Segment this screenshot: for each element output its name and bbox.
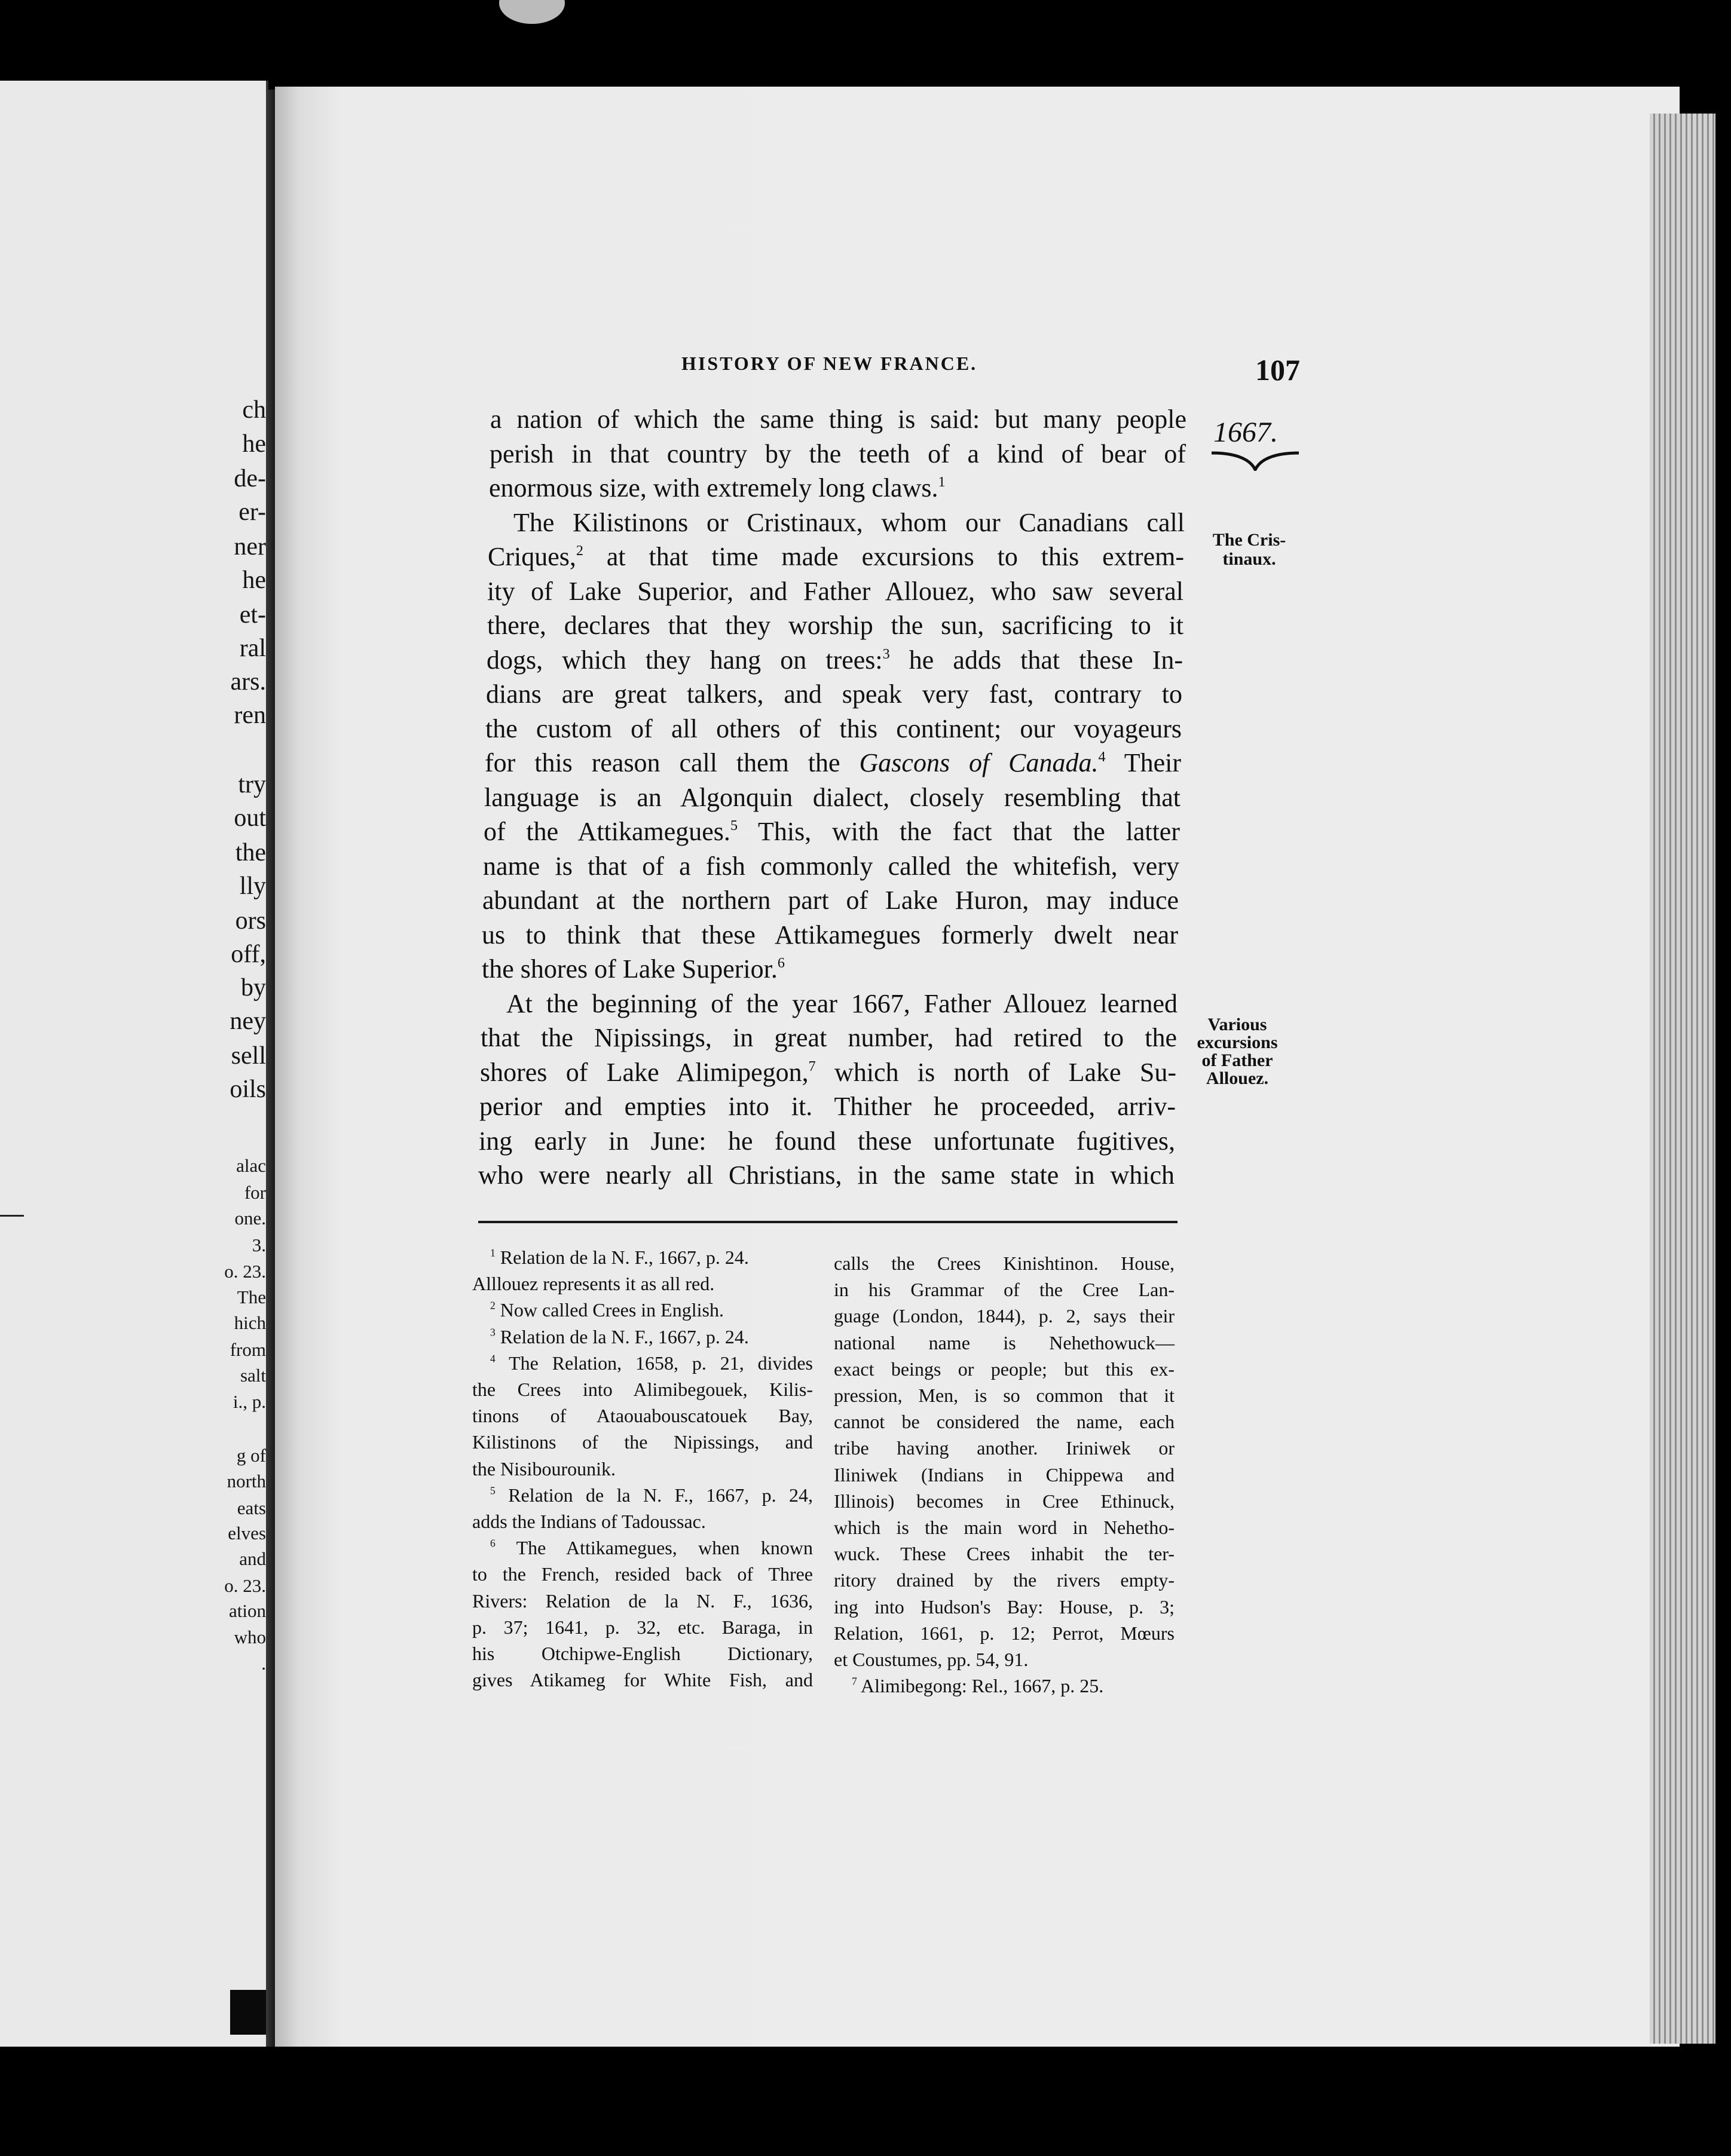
- spine-shadow: [230, 1990, 266, 2035]
- footnote-line: [834, 1333, 1175, 1352]
- text-run: At the beginning of the year 1667, Father Allouez learned: [506, 989, 1178, 1018]
- margin-note-line: The Cris-: [1212, 530, 1286, 550]
- text-run: the Crees into Alimibegouek, Kilis-: [472, 1379, 813, 1400]
- text-line: [482, 887, 1179, 914]
- text-run: ing into Hudson's Bay: House, p. 3;: [834, 1596, 1175, 1618]
- footnote-marker: 4: [490, 1352, 496, 1365]
- footnote-line: [834, 1518, 1175, 1537]
- footnote-marker: 1: [938, 474, 946, 491]
- footnote-marker: 5: [730, 817, 738, 834]
- text-run: that the Nipissings, in great number, had retired to the: [481, 1023, 1177, 1052]
- italic-run: Gascons of Canada.: [859, 748, 1099, 777]
- text-line: [485, 716, 1182, 742]
- margin-note-line: tinaux.: [1222, 549, 1276, 569]
- text-run: a nation of which the same thing is said: but many people: [490, 405, 1186, 434]
- text-run: et Coustumes, pp. 54, 91.: [834, 1649, 1029, 1670]
- text-run: The Kilistinons or Cristinaux, whom our Canadians call: [513, 508, 1185, 537]
- footnote-marker: 3: [882, 646, 890, 663]
- text-line: [482, 922, 1178, 948]
- footnote-line: [834, 1650, 1175, 1669]
- left-page-fragment: by: [241, 974, 266, 1002]
- footnote-line: [834, 1438, 1175, 1457]
- footnote-line: [834, 1386, 1175, 1405]
- text-run: calls the Crees Kinishtinon. House,: [834, 1252, 1175, 1274]
- left-page-fragment: try: [238, 771, 266, 798]
- left-page-fragment: et-: [239, 601, 266, 629]
- left-page-note-fragment: o. 23.: [224, 1261, 266, 1282]
- left-page-note-fragment: ation: [229, 1600, 266, 1621]
- text-run: he adds that these In-: [889, 645, 1183, 675]
- text-line: [478, 1162, 1175, 1189]
- text-run: tribe having another. Iriniwek or: [834, 1437, 1175, 1459]
- footnote-line: [834, 1597, 1175, 1616]
- text-line: [489, 475, 1185, 501]
- left-page-fragment: de-: [234, 465, 266, 492]
- text-run: the Nisibourounik.: [472, 1458, 616, 1480]
- left-page-note-fragment: salt: [240, 1365, 266, 1386]
- left-page-note-fragment: for: [244, 1182, 266, 1203]
- text-run: ritory drained by the rivers empty-: [834, 1569, 1175, 1591]
- text-run: ity of Lake Superior, and Father Allouez, who saw several: [487, 577, 1183, 606]
- text-line: [487, 612, 1183, 639]
- footnote-marker: 5: [490, 1484, 496, 1497]
- text-run: Relation de la N. F., 1667, p. 24.: [495, 1326, 749, 1348]
- text-line: [479, 1094, 1176, 1120]
- footnote-line: [852, 1676, 1175, 1695]
- text-run: adds the Indians of Tadoussac.: [472, 1511, 706, 1532]
- footnote-line: [490, 1538, 813, 1557]
- text-line: [506, 991, 1178, 1017]
- left-page-note-fragment: elves: [228, 1523, 266, 1544]
- footnote-marker: 7: [808, 1058, 816, 1075]
- left-page-note-fragment: i., p.: [233, 1391, 266, 1412]
- text-run: the shores of Lake Superior.: [482, 954, 778, 984]
- left-page-fragment: ney: [230, 1007, 266, 1035]
- text-line: [479, 1128, 1175, 1154]
- text-run: wuck. These Crees inhabit the ter-: [834, 1543, 1175, 1564]
- margin-note-excursions: [1189, 1016, 1285, 1088]
- footnote-marker: 7: [852, 1675, 857, 1688]
- left-page-fragment: the: [235, 839, 266, 866]
- footnote-line: [834, 1544, 1175, 1563]
- footnote-rule: [478, 1221, 1178, 1223]
- left-page-note-fragment: alac: [236, 1155, 266, 1176]
- footnote-line: [834, 1280, 1175, 1299]
- left-page-fragment: off,: [231, 941, 266, 968]
- text-run: dogs, which they hang on trees:: [487, 645, 883, 675]
- text-run: Relation de la N. F., 1667, p. 24.: [495, 1247, 749, 1268]
- footnote-line: [472, 1512, 813, 1531]
- text-line: [482, 956, 1178, 982]
- text-line: [487, 647, 1183, 673]
- text-run: Relation de la N. F., 1667, p. 24,: [495, 1484, 813, 1506]
- text-run: us to think that these Attikamegues formerly dwelt near: [482, 920, 1178, 950]
- left-page-fragment: ren: [234, 702, 266, 729]
- margin-note-line: excursions: [1197, 1033, 1278, 1052]
- left-page-fragment: sell: [231, 1042, 266, 1070]
- text-run: exact beings or people; but this ex-: [834, 1358, 1175, 1380]
- text-run: to the French, resided back of Three: [472, 1563, 813, 1585]
- footnote-line: [834, 1359, 1175, 1379]
- text-line: [486, 681, 1182, 708]
- text-run: ing early in June: he found these unfortunate fugitives,: [479, 1126, 1175, 1156]
- margin-note-cristinaux: [1204, 531, 1294, 568]
- text-run: gives Atikameg for White Fish, and: [472, 1669, 813, 1690]
- text-run: shores of Lake Alimipegon,: [480, 1058, 809, 1087]
- left-page-note-fragment: and: [239, 1548, 266, 1569]
- footnote-line: [472, 1564, 813, 1584]
- text-run: Relation, 1661, p. 12; Perrot, Mœurs: [834, 1622, 1175, 1644]
- footnote-line: [472, 1380, 813, 1399]
- text-run: cannot be considered the name, each: [834, 1411, 1175, 1432]
- left-page-fragment: ch: [242, 396, 266, 424]
- left-page-note-fragment: north: [227, 1471, 266, 1492]
- footnote-line: [834, 1254, 1175, 1273]
- text-run: Now called Crees in English.: [495, 1299, 724, 1321]
- footnote-line: [490, 1300, 813, 1319]
- left-page-fragment: oils: [230, 1076, 266, 1103]
- text-run: The Relation, 1658, p. 21, divides: [495, 1352, 813, 1374]
- text-run: dians are great talkers, and speak very fast, contrary to: [486, 679, 1182, 709]
- text-run: Iliniwek (Indians in Chippewa and: [834, 1464, 1175, 1486]
- left-page-note-fragment: who: [234, 1627, 266, 1647]
- footnote-marker: 6: [777, 955, 785, 972]
- text-run: Alllouez represents it as all red.: [472, 1273, 715, 1294]
- running-title: HISTORY OF NEW FRANCE.: [681, 353, 978, 374]
- left-page-note-fragment: from: [230, 1339, 266, 1360]
- left-page-fragment: he: [242, 430, 266, 458]
- text-line: [484, 819, 1180, 845]
- footnote-marker: 2: [490, 1299, 496, 1312]
- left-page-note-fragment: The: [237, 1287, 266, 1307]
- left-page-fragment: ral: [239, 635, 266, 662]
- text-run: which is the main word in Nehetho-: [834, 1517, 1175, 1538]
- left-page-note-fragment: hich: [234, 1312, 266, 1333]
- footnote-line: [834, 1624, 1175, 1643]
- left-page-fragment: he: [242, 566, 266, 594]
- left-footnote-rule: [0, 1215, 24, 1217]
- text-run: name is that of a fish commonly called the whitefish, very: [483, 852, 1179, 881]
- text-run: national name is Nehethowuck—: [834, 1332, 1175, 1353]
- text-run: perior and empties into it. Thither he proceeded, arriv-: [479, 1092, 1176, 1121]
- text-run: Kilistinons of the Nipissings, and: [472, 1431, 813, 1453]
- left-page-note-fragment: g of: [236, 1445, 266, 1466]
- footnote-line: [472, 1591, 813, 1610]
- left-page-edge: [0, 81, 268, 2047]
- footnote-marker: 1: [490, 1247, 496, 1259]
- text-run: This, with the fact that the latter: [738, 817, 1180, 846]
- footnote-line: [490, 1248, 813, 1267]
- left-page-fragment: ner: [234, 533, 266, 561]
- margin-note-line: of Father: [1201, 1051, 1273, 1070]
- text-line: [490, 441, 1186, 467]
- text-run: his Otchipwe-English Dictionary,: [472, 1643, 813, 1664]
- footnote-line: [834, 1412, 1175, 1431]
- text-run: Alimibegong: Rel., 1667, p. 25.: [857, 1675, 1104, 1696]
- footnote-line: [834, 1306, 1175, 1325]
- brace-icon: [1210, 449, 1300, 471]
- scan-smudge: [499, 0, 565, 24]
- page-edges: [1650, 114, 1715, 2044]
- text-run: language is an Algonquin dialect, closely resembling that: [484, 783, 1180, 812]
- footnote-line: [472, 1670, 813, 1689]
- footnote-line: [834, 1492, 1175, 1511]
- text-run: the custom of all others of this continent; our voyageurs: [485, 714, 1182, 743]
- text-line: [490, 406, 1186, 433]
- text-run: The Attikamegues, when known: [495, 1537, 813, 1558]
- text-line: [513, 510, 1185, 536]
- left-page-note-fragment: o. 23.: [224, 1575, 266, 1596]
- margin-year: 1667.: [1213, 416, 1278, 448]
- text-run: there, declares that they worship the sun, sacrificing to it: [487, 611, 1183, 640]
- left-page-fragment: er-: [238, 498, 266, 526]
- text-line: [488, 544, 1184, 570]
- text-run: of the Attikamegues.: [484, 817, 730, 846]
- footnote-line: [834, 1570, 1175, 1590]
- footnote-line: [472, 1406, 813, 1425]
- text-line: [485, 750, 1181, 776]
- text-run: at that time made excursions to this extrem-: [583, 542, 1184, 571]
- text-run: perish in that country by the teeth of a kind of bear of: [490, 439, 1186, 468]
- footnote-marker: 4: [1098, 749, 1106, 765]
- text-run: Criques,: [488, 542, 576, 571]
- footnote-marker: 6: [490, 1537, 496, 1549]
- text-run: Their: [1105, 748, 1182, 777]
- left-page-note-fragment: eats: [237, 1497, 266, 1518]
- text-run: p. 37; 1641, p. 32, etc. Baraga, in: [472, 1616, 813, 1638]
- left-page-note-fragment: one.: [234, 1208, 266, 1229]
- left-page-fragment: out: [234, 804, 266, 832]
- text-line: [484, 785, 1180, 811]
- page-number: 107: [1255, 353, 1300, 387]
- text-run: guage (London, 1844), p. 2, says their: [834, 1305, 1175, 1327]
- text-run: who were nearly all Christians, in the same state in which: [478, 1160, 1175, 1190]
- text-run: Illinois) becomes in Cree Ethinuck,: [834, 1490, 1175, 1512]
- footnote-line: [472, 1644, 813, 1663]
- left-page-note-fragment: 3.: [252, 1235, 266, 1255]
- text-run: which is north of Lake Su-: [815, 1058, 1176, 1087]
- text-run: for this reason call them the: [485, 748, 860, 777]
- text-run: pression, Men, is so common that it: [834, 1385, 1175, 1406]
- text-run: tinons of Ataouabouscatouek Bay,: [472, 1405, 813, 1426]
- text-run: in his Grammar of the Cree Lan-: [834, 1279, 1175, 1300]
- left-page-note-fragment: .: [261, 1653, 266, 1674]
- footnote-line: [490, 1353, 813, 1373]
- left-page-fragment: ors: [235, 907, 266, 935]
- footnote-line: [490, 1486, 813, 1505]
- margin-note-line: Allouez.: [1206, 1068, 1269, 1088]
- text-run: Rivers: Relation de la N. F., 1636,: [472, 1590, 813, 1612]
- left-page-fragment: ars.: [230, 668, 266, 696]
- footnote-line: [472, 1459, 813, 1478]
- text-line: [480, 1059, 1176, 1086]
- footnote-line: [472, 1432, 813, 1451]
- margin-note-line: Various: [1207, 1015, 1267, 1034]
- text-run: enormous size, with extremely long claws.: [489, 473, 938, 503]
- footnote-marker: 3: [490, 1326, 496, 1339]
- text-line: [487, 578, 1183, 605]
- text-line: [483, 853, 1179, 880]
- text-line: [481, 1025, 1177, 1051]
- footnote-marker: 2: [576, 543, 583, 559]
- text-run: abundant at the northern part of Lake Huron, may induce: [482, 886, 1179, 915]
- footnote-line: [490, 1327, 813, 1346]
- left-page-fragment: lly: [239, 872, 266, 900]
- footnote-line: [834, 1465, 1175, 1484]
- footnote-line: [472, 1274, 813, 1293]
- footnote-line: [472, 1618, 813, 1637]
